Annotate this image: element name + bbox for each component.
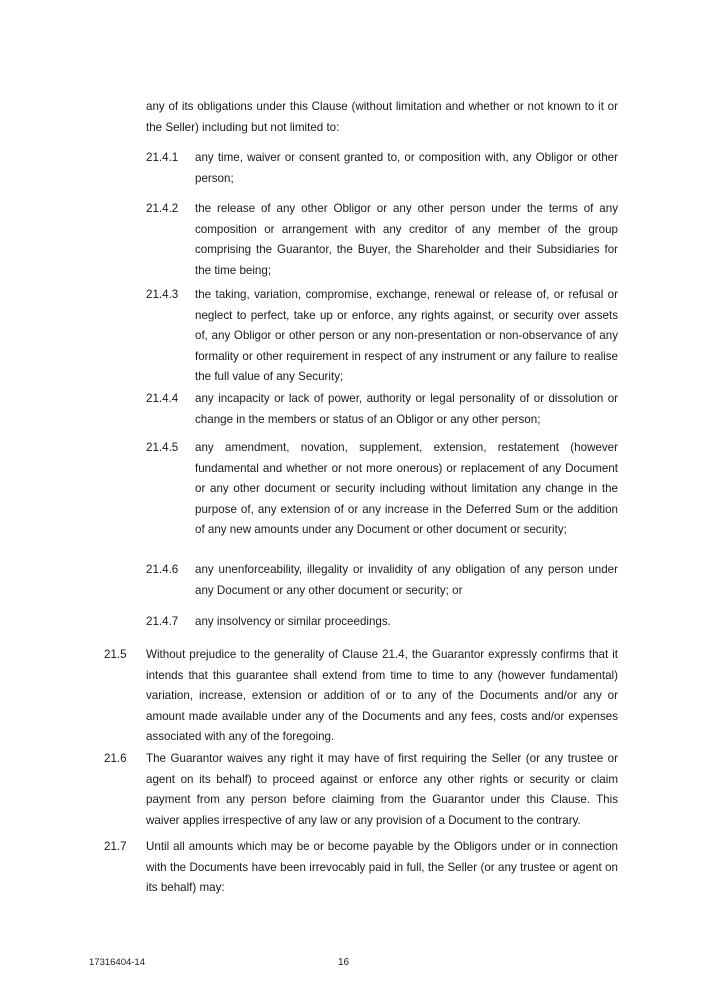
subclause-number: 21.4.6: [146, 563, 179, 576]
subclause-21-4-5: [146, 438, 618, 541]
subclause-text: the release of any other Obligor or any other person under the terms of any composition or arrangement with any creditor of any member of the group comprising the Guarantor, the Buyer, the Shareholder and their Subsidiaries for the time being;: [195, 202, 618, 277]
clause-text: The Guarantor waives any right it may have of first requiring the Seller (or any trustee or agent on its behalf) to proceed against or enforce any other rights or security or claim payment from any person before claiming from the Guarantor under this Clause. This waiver applies irrespective of any law or any provision of a Document to the contrary.: [146, 752, 618, 827]
subclause-21-4-4: [146, 389, 618, 430]
clause-21-6: [104, 749, 618, 831]
subclause-text: any time, waiver or consent granted to, or composition with, any Obligor or other person;: [195, 151, 618, 185]
subclause-number: 21.4.2: [146, 202, 179, 215]
subclause-text: any amendment, novation, supplement, extension, restatement (however fundamental and whether or not more onerous) or replacement of any Document or any other document or security including without limitation any change in the purpose of, any extension of or any increase in the Deferred Sum or the addition of any new amounts under any Document or other document or security;: [195, 441, 618, 536]
subclause-21-4-1: [146, 148, 618, 189]
subclause-text: the taking, variation, compromise, exchange, renewal or release of, or refusal or neglect to perfect, take up or enforce, any rights against, or security over assets of, any Obligor or other person or any non-presentation or non-observance of any formality or other requirement in respect of any instrument or any failure to realise the full value of any Security;: [195, 288, 618, 383]
subclause-21-4-2: [146, 199, 618, 281]
subclause-number: 21.4.4: [146, 392, 179, 405]
clause-number: 21.5: [104, 648, 127, 661]
clause-21-5: [104, 645, 618, 748]
intro-paragraph: any of its obligations under this Clause (without limitation and whether or not known to it or the Seller) including but not limited to:: [146, 100, 618, 134]
subclause-21-4-6: [146, 560, 618, 601]
clause-number: 21.6: [104, 752, 127, 765]
subclause-number: 21.4.7: [146, 615, 179, 628]
subclause-number: 21.4.1: [146, 151, 179, 164]
subclause-number: 21.4.3: [146, 288, 179, 301]
page-number: 16: [338, 957, 350, 968]
clause-text: Until all amounts which may be or become payable by the Obligors under or in connection with the Documents have been irrevocably paid in full, the Seller (or any trustee or agent on its behalf) may:: [146, 840, 618, 894]
clause-21-7: [104, 837, 618, 899]
subclause-text: any insolvency or similar proceedings.: [195, 615, 391, 628]
subclause-text: any unenforceability, illegality or invalidity of any obligation of any person under any Document or any other document or security; or: [195, 563, 618, 597]
subclause-text: any incapacity or lack of power, authority or legal personality of or dissolution or change in the members or status of an Obligor or any other person;: [195, 392, 618, 426]
subclause-21-4-3: [146, 285, 618, 388]
subclause-number: 21.4.5: [146, 441, 179, 454]
clause-number: 21.7: [104, 840, 127, 853]
clause-text: Without prejudice to the generality of Clause 21.4, the Guarantor expressly confirms that it intends that this guarantee shall extend from time to time to any (however fundamental) variation, increase, extension or addition of or to any of the Documents and/or any or amount made available under any of the Documents and any fees, costs and/or expenses associated with any of the foregoing.: [146, 648, 618, 743]
document-reference: 17316404-14: [89, 957, 145, 968]
subclause-21-4-7: [146, 612, 618, 633]
